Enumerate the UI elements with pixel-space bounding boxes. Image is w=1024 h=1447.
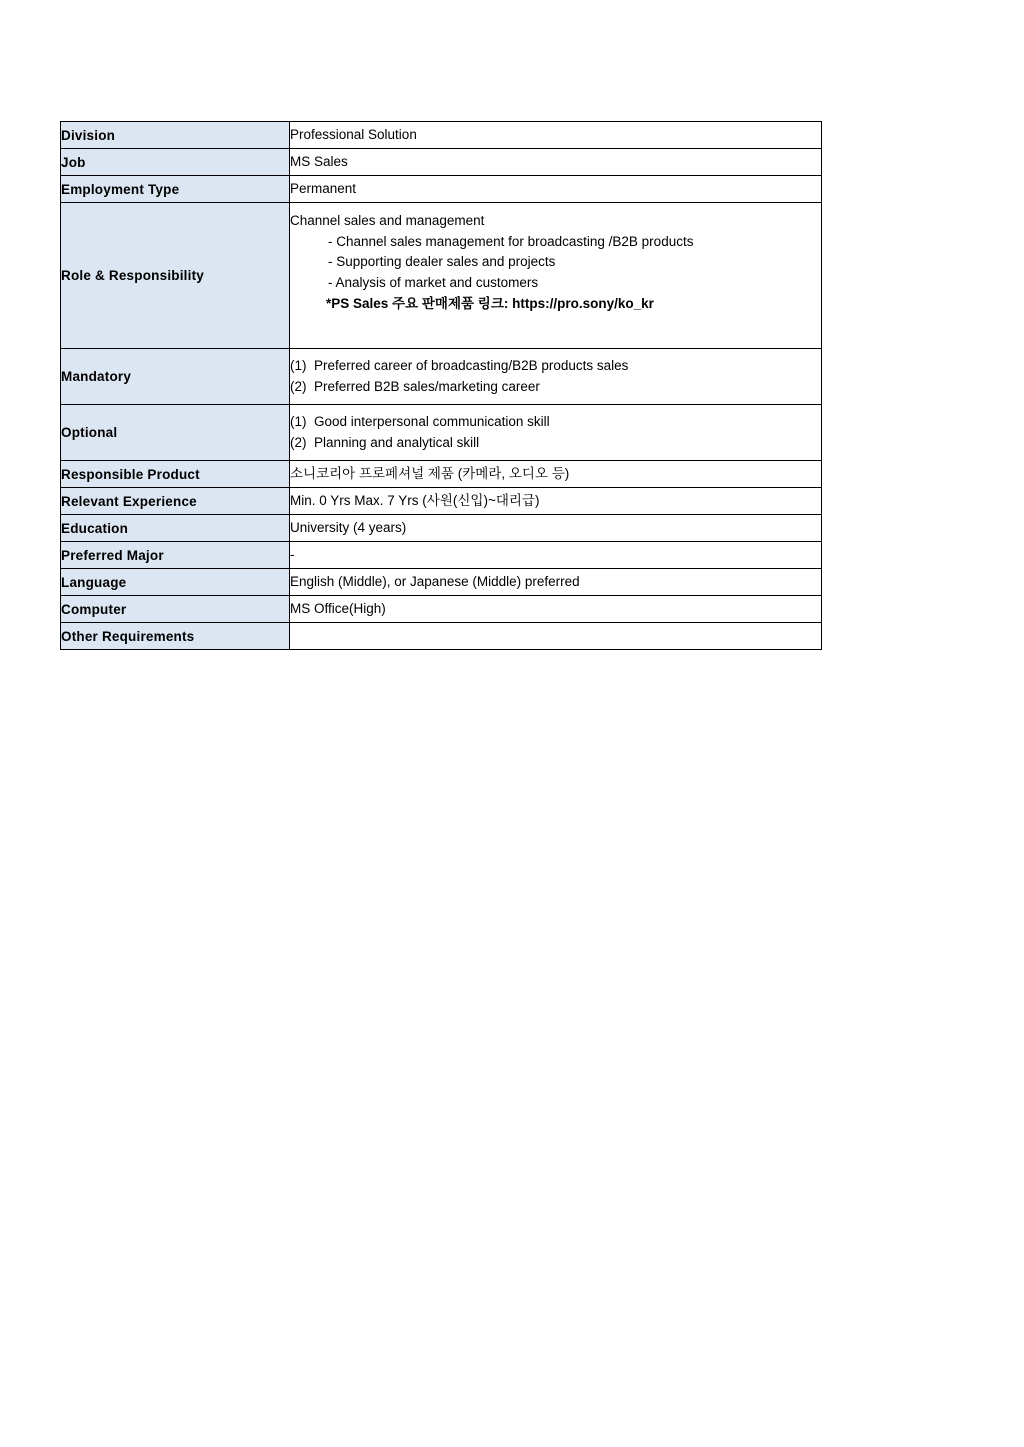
list-item: (1) Good interpersonal communication skill xyxy=(290,413,550,429)
table-row xyxy=(61,176,822,203)
table-row xyxy=(61,461,822,488)
table-row xyxy=(61,488,822,515)
row-label-preferred-major: Preferred Major xyxy=(61,542,290,569)
list-item: (2) Planning and analytical skill xyxy=(290,434,480,450)
row-value-language: English (Middle), or Japanese (Middle) preferred xyxy=(290,569,822,596)
table-row xyxy=(61,122,822,149)
job-description-table xyxy=(60,121,822,650)
role-bullet: - Channel sales management for broadcasting /B2B products xyxy=(328,233,694,249)
row-value-preferred-major: - xyxy=(290,542,822,569)
role-heading: Channel sales and management xyxy=(290,213,485,228)
table-row xyxy=(61,515,822,542)
row-label-mandatory: Mandatory xyxy=(61,349,290,405)
ps-sales-product-link[interactable]: *PS Sales 주요 판매제품 링크: https://pro.sony/ko_kr xyxy=(326,296,654,312)
table-row xyxy=(61,149,822,176)
list-item: (1) Preferred career of broadcasting/B2B products sales xyxy=(290,357,629,373)
role-bullet: - Supporting dealer sales and projects xyxy=(328,254,556,270)
list-item: (2) Preferred B2B sales/marketing career xyxy=(290,378,540,394)
row-value-computer: MS Office(High) xyxy=(290,596,822,623)
row-label-role-responsibility: Role & Responsibility xyxy=(61,203,290,349)
row-label-employment-type: Employment Type xyxy=(61,176,290,203)
table-row xyxy=(61,569,822,596)
row-label-other-requirements: Other Requirements xyxy=(61,623,290,650)
row-value-division: Professional Solution xyxy=(290,122,822,149)
table-row xyxy=(61,349,822,405)
row-label-relevant-experience: Relevant Experience xyxy=(61,488,290,515)
row-value-mandatory xyxy=(290,349,822,405)
row-label-computer: Computer xyxy=(61,596,290,623)
row-value-job: MS Sales xyxy=(290,149,822,176)
row-label-division: Division xyxy=(61,122,290,149)
table-row xyxy=(61,203,822,349)
row-label-responsible-product: Responsible Product xyxy=(61,461,290,488)
table-row xyxy=(61,623,822,650)
row-value-role-responsibility xyxy=(290,203,822,349)
table-row xyxy=(61,596,822,623)
table-row xyxy=(61,405,822,461)
row-label-language: Language xyxy=(61,569,290,596)
row-value-responsible-product: 소니코리아 프로페셔널 제품 (카메라, 오디오 등) xyxy=(290,461,822,488)
row-label-education: Education xyxy=(61,515,290,542)
row-label-optional: Optional xyxy=(61,405,290,461)
row-label-job: Job xyxy=(61,149,290,176)
row-value-relevant-experience: Min. 0 Yrs Max. 7 Yrs (사원(신입)~대리급) xyxy=(290,488,822,515)
role-bullet: - Analysis of market and customers xyxy=(328,274,539,290)
table-row xyxy=(61,542,822,569)
row-value-optional xyxy=(290,405,822,461)
row-value-education: University (4 years) xyxy=(290,515,822,542)
row-value-other-requirements xyxy=(290,623,822,650)
row-value-employment-type: Permanent xyxy=(290,176,822,203)
